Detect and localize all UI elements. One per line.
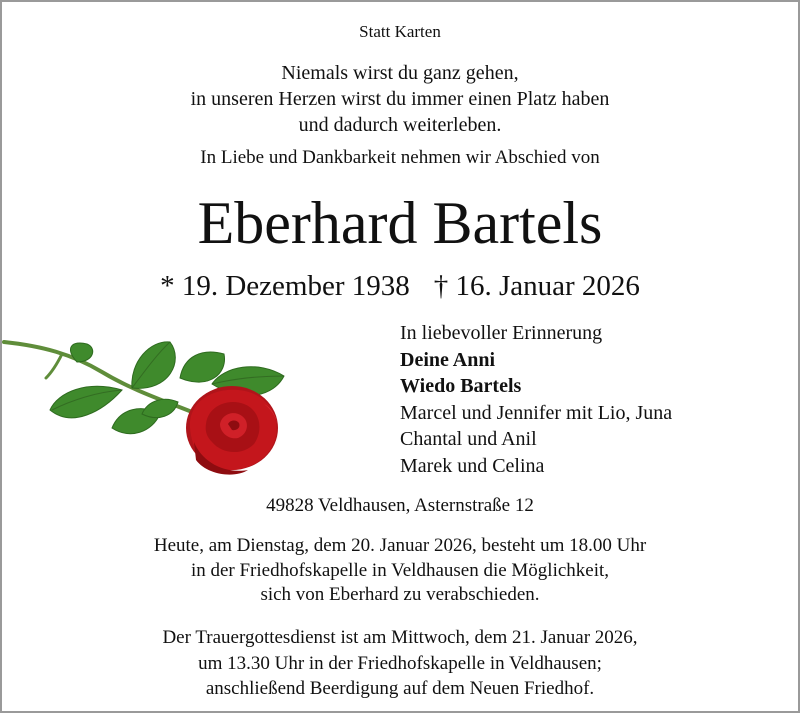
poem-line: in unseren Herzen wirst du immer einen Platz haben: [190, 88, 610, 110]
poem-line: und dadurch weiterleben.: [298, 114, 502, 136]
poem: [2, 60, 798, 138]
mourner-line: Deine Anni: [400, 348, 496, 371]
notice-header: Statt Karten: [359, 22, 441, 41]
farewell-paragraph: [2, 534, 798, 608]
mourner-line: Marcel und Jennifer mit Lio, Juna: [400, 401, 673, 424]
service-paragraph: [2, 625, 798, 702]
service-line: anschließend Beerdigung auf dem Neuen Friedhof.: [205, 678, 595, 699]
mourner-line: In liebevoller Erinnerung: [400, 322, 603, 344]
service-line: um 13.30 Uhr in der Friedhofskapelle in Veldhausen;: [198, 652, 602, 674]
mourner-line: Wiedo Bartels: [400, 375, 522, 398]
mourner-line: Marek und Celina: [400, 454, 545, 477]
service-line: Der Trauergottesdienst ist am Mittwoch, dem 21. Januar 2026,: [162, 627, 638, 648]
mourners-list: [400, 320, 672, 480]
address: 49828 Veldhausen, Asternstraße 12: [266, 495, 534, 516]
mourner-line: Chantal und Anil: [400, 428, 537, 451]
farewell-line: Heute, am Dienstag, dem 20. Januar 2026, besteht um 18.00 Uhr: [153, 535, 647, 556]
birth-date: * 19. Dezember 1938: [160, 270, 410, 302]
farewell-line: sich von Eberhard zu verabschieden.: [260, 584, 540, 605]
red-rose-icon: [2, 332, 302, 482]
intro-text: In Liebe und Dankbarkeit nehmen wir Abschied von: [200, 147, 600, 168]
deceased-name: Eberhard Bartels: [197, 190, 603, 256]
life-dates: [2, 270, 798, 303]
farewell-line: in der Friedhofskapelle in Veldhausen die Möglichkeit,: [190, 559, 610, 581]
death-date: † 16. Januar 2026: [433, 270, 640, 302]
poem-line: Niemals wirst du ganz gehen,: [281, 62, 519, 84]
